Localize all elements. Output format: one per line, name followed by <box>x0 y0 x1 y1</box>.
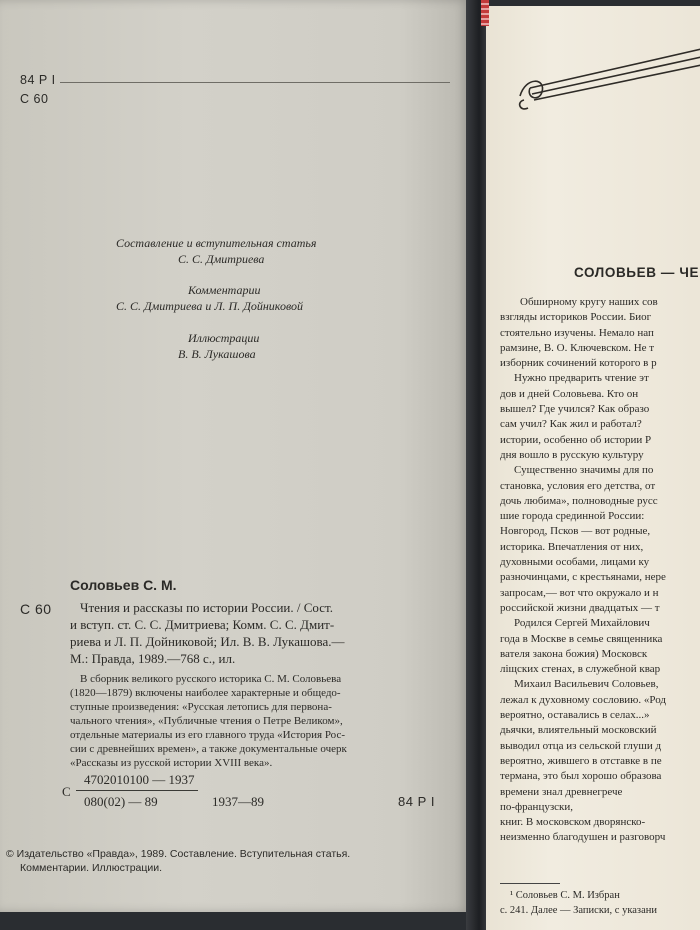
text-line: дня вошло в русскую культуру <box>500 448 644 461</box>
credit-name: В. В. Лукашова <box>178 347 256 361</box>
text-line: вероятно, оставались в селах...» <box>500 709 650 722</box>
citation-line: риева и Л. П. Дойниковой; Ил. В. В. Лукашова.— <box>70 634 345 649</box>
text-line: вышел? Где учился? Как образо <box>500 403 650 416</box>
annotation-line: ступные произведения: «Русская летопись для первона- <box>70 701 332 713</box>
text-line: лежал к духовному сословию. «Род <box>500 693 666 706</box>
text-line: Существенно значимы для по <box>514 464 654 477</box>
text-line: Родился Сергей Михайлович <box>514 617 650 630</box>
annotation-line: чального чтения», «Публичные чтения о Петре Великом», <box>70 715 343 727</box>
text-line: российской жизни двадцатых — т <box>500 601 660 614</box>
footnote-rule <box>500 883 560 884</box>
text-line: становка, условия его детства, от <box>500 479 656 492</box>
text-line: запросам,— вот что окружало и н <box>500 586 659 599</box>
margin-mark: С 60 <box>20 601 52 617</box>
header-rule <box>60 82 450 83</box>
code-numerator: 4702010100 — 1937 <box>84 772 195 787</box>
annotation-line: «Рассказы из русской истории XVIII века». <box>70 757 273 769</box>
text-line: вероятно, жившего в отставке в пе <box>500 754 662 767</box>
text-line: неизменно благодушен и разговорч <box>500 831 666 844</box>
text-line: дов и дней Соловьева. Кто он <box>500 387 639 400</box>
annotation-line: отдельные материалы из его главного труда «История Рос- <box>70 729 346 741</box>
credit-name: С. С. Дмитриева и Л. П. Дойниковой <box>116 299 304 313</box>
author-mark: С 60 <box>20 92 49 106</box>
annotation-line: В сборник великого русского историка С. М. Соловьева <box>80 673 342 685</box>
text-line: ліщских стенах, в служебной квар <box>500 663 661 676</box>
text-line: историка. Впечатления от них, <box>500 540 644 553</box>
text-line: года в Москве в семье священника <box>500 632 663 645</box>
header-ornament-icon <box>506 36 700 116</box>
text-line: стоятельно изучены. Немало нап <box>500 326 654 339</box>
credit-role: Иллюстрации <box>188 331 260 345</box>
annotation-line: (1820—1879) включены наиболее характерные и общедо- <box>70 687 341 699</box>
right-page <box>486 6 700 930</box>
text-line: дьячки, влиятельный московский <box>500 724 657 737</box>
credit-role: Комментарии <box>188 283 261 297</box>
copyright-line: Комментарии. Иллюстрации. <box>20 862 163 874</box>
text-line: вателя закона божия) Московск <box>500 647 648 660</box>
text-line: рамзине, В. О. Ключевском. Не т <box>500 341 655 354</box>
text-line: выводил отца из сельской глуши д <box>500 739 662 752</box>
fraction-rule <box>76 790 198 791</box>
code-year: 1937—89 <box>212 794 264 809</box>
bbk-code: 84 Р I <box>20 73 56 87</box>
text-line: взгляды историков России. Биог <box>500 311 652 324</box>
chapter-text <box>500 295 666 846</box>
text-line: духовными особами, лицами ку <box>500 556 650 569</box>
copyright-line: © Издательство «Правда», 1989. Составление. Вступительная статья. <box>6 848 351 860</box>
text-line: Нужно предварить чтение эт <box>514 372 649 385</box>
text-line: сам учил? Как жил и работал? <box>500 418 642 431</box>
text-line: времени знал древнегрече <box>500 785 623 798</box>
credit-role: Составление и вступительная статья <box>116 236 317 250</box>
text-line: Обширному кругу наших сов <box>520 296 658 308</box>
credit-name: С. С. Дмитриева <box>178 252 265 266</box>
text-line: изборник сочинений которого в р <box>500 357 657 370</box>
text-line: Михаил Васильевич Соловьев, <box>514 678 659 691</box>
footnote-line: с. 241. Далее — Записки, с указани <box>500 905 657 916</box>
text-line: истории, особенно об истории Р <box>500 433 652 446</box>
bbk-bottom: 84 Р I <box>398 794 435 809</box>
footnote <box>500 888 657 918</box>
citation-line: Чтения и рассказы по истории России. / Сост. <box>80 600 333 615</box>
citation-line: М.: Правда, 1989.—768 с., ил. <box>70 651 236 666</box>
text-line: разночинцами, с крестьянами, нере <box>500 571 666 584</box>
text-line: по-французски, <box>500 800 574 813</box>
bookmark-ribbon <box>481 0 489 26</box>
chapter-title: СОЛОВЬЕВ — ЧЕ <box>574 265 700 280</box>
text-line: термана, это был хорошо образова <box>500 770 662 783</box>
code-denominator: 080(02) — 89 <box>84 794 158 809</box>
author-heading: Соловьев С. М. <box>70 577 177 593</box>
text-line: книг. В московском дворянско- <box>500 816 646 829</box>
annotation-line: сии с древнейших времен», а также документальные очерк <box>70 743 347 755</box>
text-line: шие города срединной России: <box>500 510 645 523</box>
text-line: Новгород, Псков — вот родные, <box>500 525 651 538</box>
code-prefix: С <box>62 784 71 799</box>
footnote-line: ¹ Соловьев С. М. Избран <box>510 890 620 901</box>
citation-line: и вступ. ст. С. С. Дмитриева; Комм. С. С. Дмит- <box>70 617 335 632</box>
text-line: дочь любима», полноводные русс <box>500 494 658 507</box>
book-spine <box>466 0 488 930</box>
